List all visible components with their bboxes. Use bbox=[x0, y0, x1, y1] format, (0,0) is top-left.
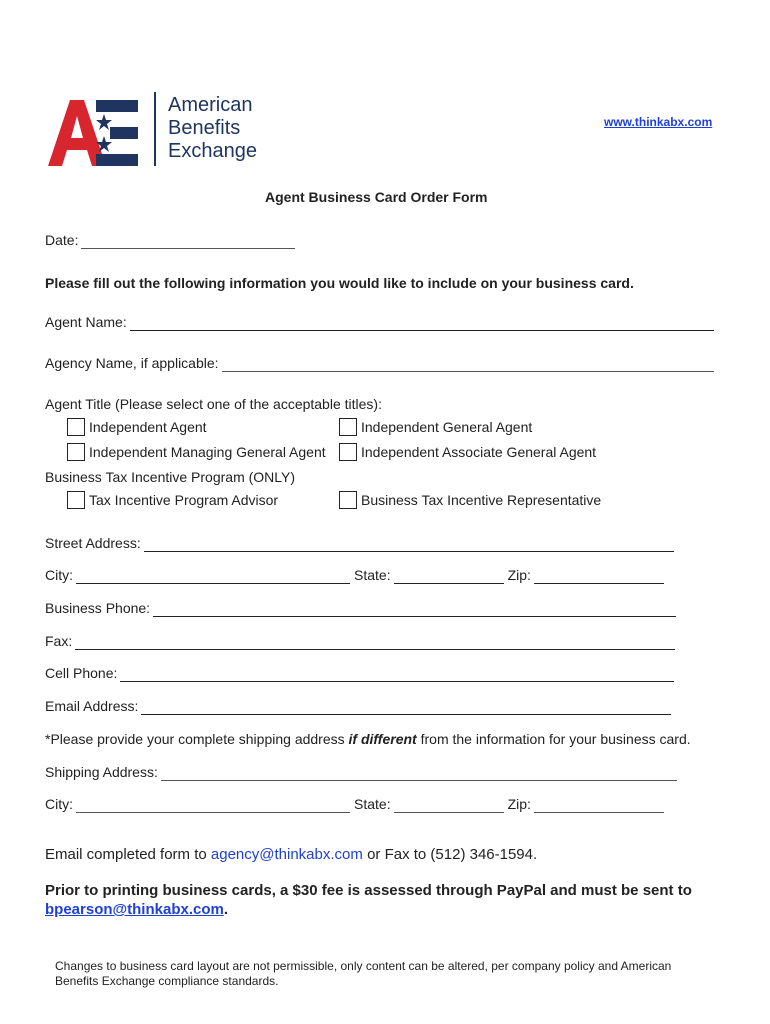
fee-text: Prior to printing business cards, a $30 fee is assessed through PayPal and must be sent to bbox=[45, 882, 692, 899]
email-instructions bbox=[45, 846, 537, 863]
paypal-email-link[interactable]: bpearson@thinkabx.com bbox=[45, 901, 224, 918]
shipping-note bbox=[45, 731, 691, 748]
title-option-independent-general-agent[interactable] bbox=[339, 418, 532, 436]
shipping-zip-label: Zip: bbox=[507, 796, 531, 812]
title-option-independent-managing-general-agent[interactable] bbox=[67, 443, 326, 461]
business-phone-field[interactable] bbox=[45, 600, 676, 617]
email-address-field[interactable] bbox=[45, 698, 671, 715]
checkbox-independent-managing-general-agent[interactable] bbox=[67, 443, 85, 461]
disclaimer-line-2: Benefits Exchange compliance standards. bbox=[55, 974, 279, 988]
option-label: Tax Incentive Program Advisor bbox=[89, 491, 279, 508]
email-address-label: Email Address: bbox=[45, 698, 139, 714]
state-line[interactable] bbox=[394, 570, 504, 584]
shipping-note-pre: *Please provide your complete shipping address bbox=[45, 731, 345, 747]
title-option-bti-representative[interactable] bbox=[339, 491, 601, 509]
agent-title-label: Agent Title (Please select one of the acceptable titles): bbox=[45, 396, 382, 412]
agency-name-line[interactable] bbox=[222, 358, 714, 372]
agency-name-field[interactable] bbox=[45, 355, 714, 372]
shipping-address-line[interactable] bbox=[161, 767, 677, 781]
date-field[interactable] bbox=[45, 232, 295, 249]
shipping-note-emphasis: if different bbox=[348, 731, 417, 747]
email-instructions-pre: Email completed form to bbox=[45, 846, 207, 863]
fax-field[interactable] bbox=[45, 633, 675, 650]
city-label: City: bbox=[45, 567, 73, 583]
fax-line[interactable] bbox=[75, 636, 675, 650]
date-line[interactable] bbox=[81, 235, 295, 249]
logo-divider bbox=[154, 92, 156, 166]
zip-label: Zip: bbox=[507, 567, 531, 583]
email-address-line[interactable] bbox=[141, 701, 671, 715]
shipping-city-label: City: bbox=[45, 796, 73, 812]
shipping-city-line[interactable] bbox=[76, 799, 350, 813]
website-link[interactable]: www.thinkabx.com bbox=[604, 115, 713, 129]
agent-name-label: Agent Name: bbox=[45, 314, 127, 330]
checkbox-independent-agent[interactable] bbox=[67, 418, 85, 436]
logo-text bbox=[168, 94, 257, 163]
logo-line-1: American bbox=[168, 94, 253, 116]
instructions: Please fill out the following information you would like to include on your business card. bbox=[45, 275, 634, 291]
option-label: Independent General Agent bbox=[361, 418, 533, 435]
option-label: Independent Agent bbox=[89, 418, 207, 435]
fee-notice bbox=[45, 881, 725, 919]
zip-line[interactable] bbox=[534, 570, 664, 584]
option-label: Independent Managing General Agent bbox=[89, 443, 326, 460]
checkbox-independent-general-agent[interactable] bbox=[339, 418, 357, 436]
disclaimer bbox=[55, 959, 671, 989]
street-address-label: Street Address: bbox=[45, 535, 141, 551]
fax-label: Fax: bbox=[45, 633, 73, 649]
checkbox-bti-representative[interactable] bbox=[339, 491, 357, 509]
shipping-note-post: from the information for your business card. bbox=[420, 731, 691, 747]
agency-name-label: Agency Name, if applicable: bbox=[45, 355, 219, 371]
street-address-line[interactable] bbox=[144, 538, 674, 552]
bti-label: Business Tax Incentive Program (ONLY) bbox=[45, 469, 296, 485]
logo bbox=[44, 92, 274, 172]
title-option-independent-associate-general-agent[interactable] bbox=[339, 443, 596, 461]
checkbox-tax-incentive-advisor[interactable] bbox=[67, 491, 85, 509]
date-label: Date: bbox=[45, 232, 79, 248]
agent-name-line[interactable] bbox=[130, 317, 714, 331]
street-address-field[interactable] bbox=[45, 535, 674, 552]
city-state-zip-row bbox=[45, 567, 664, 584]
cell-phone-field[interactable] bbox=[45, 665, 674, 682]
option-label: Independent Associate General Agent bbox=[361, 443, 597, 460]
title-option-independent-agent[interactable] bbox=[67, 418, 207, 436]
abe-logo-mark bbox=[44, 96, 156, 172]
shipping-address-label: Shipping Address: bbox=[45, 764, 158, 780]
fee-period: . bbox=[223, 901, 228, 918]
shipping-city-state-zip-row bbox=[45, 796, 664, 813]
email-instructions-post: or Fax to (512) 346-1594. bbox=[367, 846, 538, 863]
business-phone-line[interactable] bbox=[153, 603, 676, 617]
shipping-state-label: State: bbox=[354, 796, 391, 812]
cell-phone-label: Cell Phone: bbox=[45, 665, 118, 681]
form-title: Agent Business Card Order Form bbox=[265, 189, 488, 205]
business-phone-label: Business Phone: bbox=[45, 600, 151, 616]
state-label: State: bbox=[354, 567, 391, 583]
title-option-tax-incentive-advisor[interactable] bbox=[67, 491, 278, 509]
disclaimer-line-1: Changes to business card layout are not permissible, only content can be altered, per company policy and American bbox=[55, 959, 672, 973]
option-label: Business Tax Incentive Representative bbox=[361, 491, 602, 508]
logo-line-2: Benefits bbox=[168, 117, 241, 139]
city-line[interactable] bbox=[76, 570, 350, 584]
cell-phone-line[interactable] bbox=[120, 668, 674, 682]
agency-email-link[interactable]: agency@thinkabx.com bbox=[210, 846, 363, 863]
logo-line-3: Exchange bbox=[168, 140, 257, 162]
shipping-address-field[interactable] bbox=[45, 764, 677, 781]
checkbox-independent-associate-general-agent[interactable] bbox=[339, 443, 357, 461]
shipping-state-line[interactable] bbox=[394, 799, 504, 813]
agent-name-field[interactable] bbox=[45, 314, 714, 331]
shipping-zip-line[interactable] bbox=[534, 799, 664, 813]
